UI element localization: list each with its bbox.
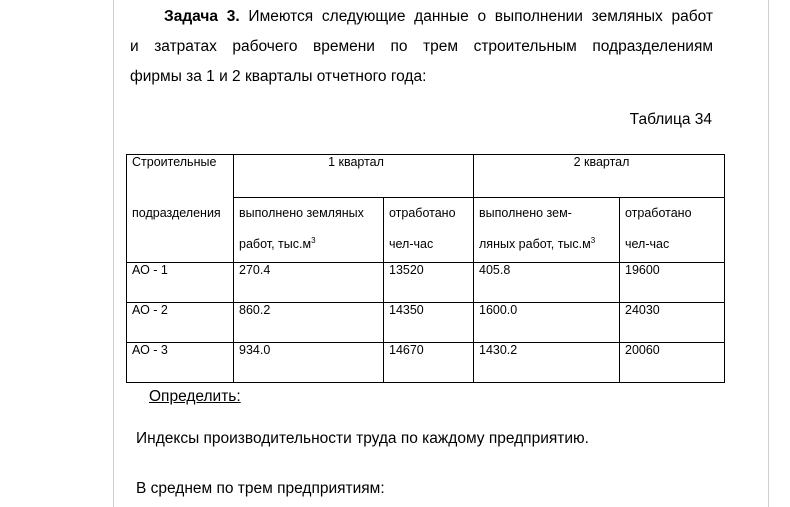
task-line-1: Задача 3. Имеются следующие данные о выполнении земляных работ bbox=[164, 8, 713, 25]
table-row bbox=[127, 343, 725, 383]
cell-q2-hours: 19600 bbox=[620, 263, 725, 303]
cell-unit: АО - 1 bbox=[127, 263, 234, 303]
quarter-1-header: 1 квартал bbox=[234, 155, 474, 198]
table-header-row-1 bbox=[127, 155, 725, 198]
cell-q2-work: 1600.0 bbox=[474, 303, 620, 343]
data-table bbox=[126, 154, 725, 383]
q1-work-header: выполнено земляных работ, $тыс.м^3$ bbox=[234, 198, 384, 263]
table-caption: Таблица 34 bbox=[629, 111, 712, 128]
page-edge-left bbox=[113, 0, 114, 507]
cell-q1-work: 270.4 bbox=[234, 263, 384, 303]
table-row bbox=[127, 303, 725, 343]
cell-q1-work: 934.0 bbox=[234, 343, 384, 383]
task-title: Задача 3. bbox=[164, 8, 240, 25]
question-2: В среднем по трем предприятиям: bbox=[136, 480, 385, 497]
task-line-3: фирмы за 1 и 2 кварталы отчетного года: bbox=[130, 68, 427, 85]
table-header-row-2 bbox=[127, 198, 725, 263]
cell-q2-hours: 24030 bbox=[620, 303, 725, 343]
table-row bbox=[127, 263, 725, 303]
cell-q1-work: 860.2 bbox=[234, 303, 384, 343]
cell-unit: АО - 2 bbox=[127, 303, 234, 343]
cell-q1-hours: 14670 bbox=[384, 343, 474, 383]
task-paragraph bbox=[130, 2, 713, 92]
unit-header-bottom: подразделения bbox=[127, 198, 234, 263]
unit-header-top: Строительные bbox=[127, 155, 234, 198]
cell-q2-work: 1430.2 bbox=[474, 343, 620, 383]
cell-q2-hours: 20060 bbox=[620, 343, 725, 383]
question-1: Индексы производительности труда по каждому предприятию. bbox=[136, 430, 589, 447]
cell-unit: АО - 3 bbox=[127, 343, 234, 383]
cell-q1-hours: 14350 bbox=[384, 303, 474, 343]
cell-q2-work: 405.8 bbox=[474, 263, 620, 303]
cell-q1-hours: 13520 bbox=[384, 263, 474, 303]
task-line-2: и затратах рабочего времени по трем строительным подразделениям bbox=[130, 38, 713, 55]
q2-hours-header: отработано чел-час bbox=[620, 198, 725, 263]
page-edge-right bbox=[768, 0, 769, 507]
define-label: Определить: bbox=[149, 388, 241, 405]
quarter-2-header: 2 квартал bbox=[474, 155, 725, 198]
q1-hours-header: отработано чел-час bbox=[384, 198, 474, 263]
q2-work-header: выполнено зем- ляных работ, $тыс.м^3$ bbox=[474, 198, 620, 263]
